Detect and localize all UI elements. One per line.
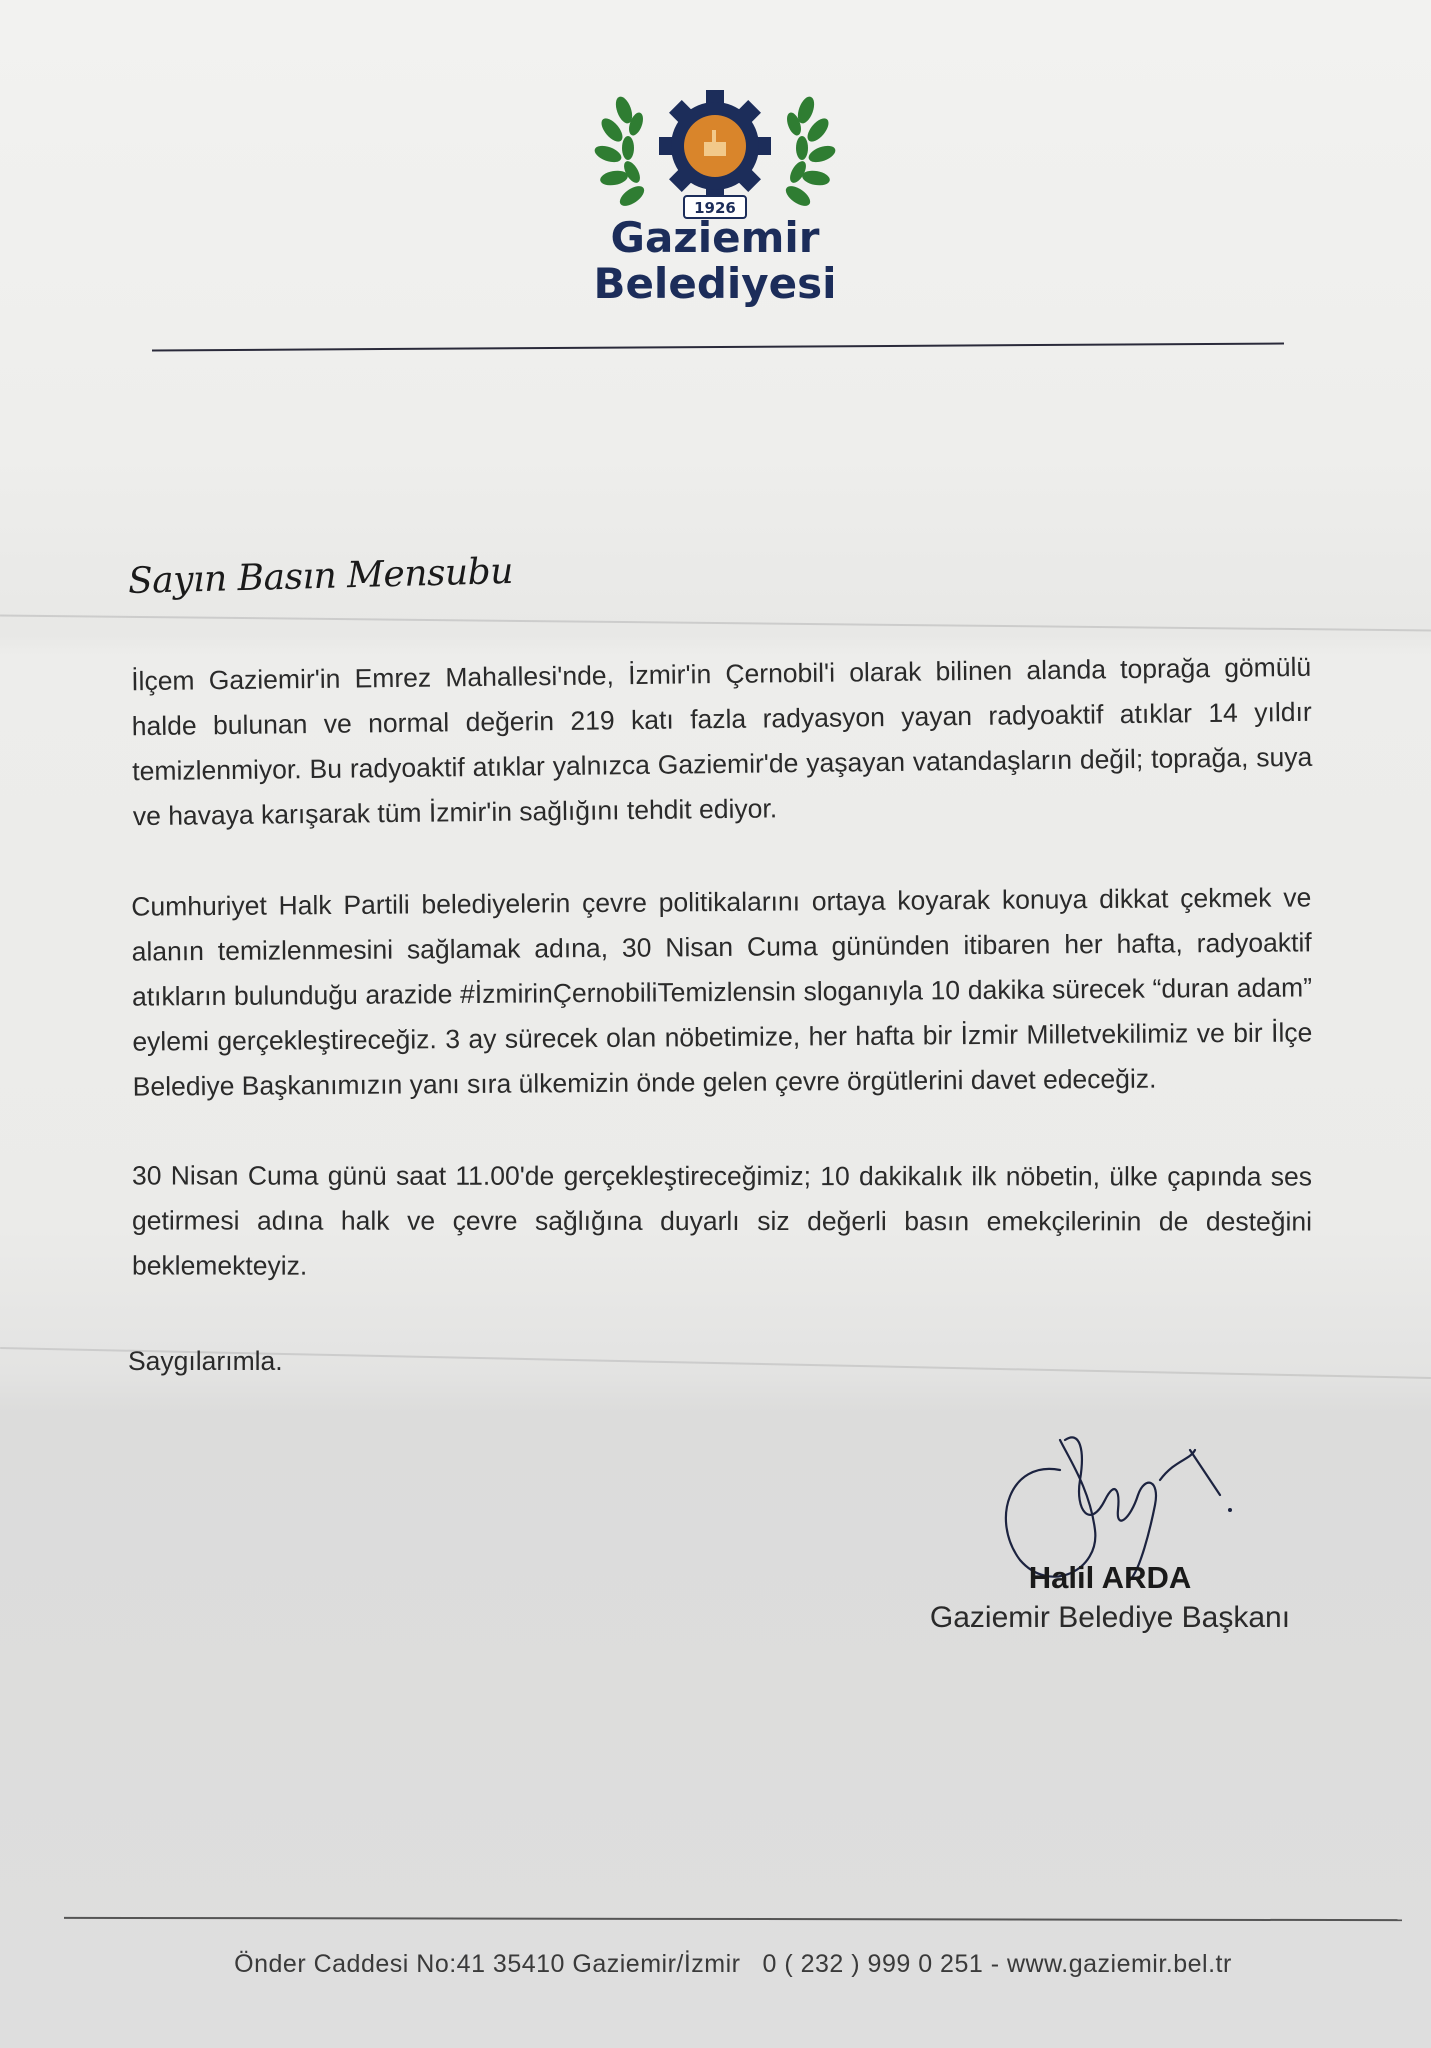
footer-address: Önder Caddesi No:41 35410 Gaziemir/İzmir — [234, 1950, 741, 1978]
signer-title: Gaziemir Belediye Başkanı — [929, 1601, 1291, 1634]
organization-name — [570, 215, 860, 307]
org-name-line1: Gaziemir — [610, 213, 820, 262]
body-paragraph-3 — [132, 1153, 1312, 1289]
body-paragraph-1 — [131, 645, 1313, 839]
header-divider — [152, 343, 1284, 352]
logo-year: 1926 — [694, 199, 736, 217]
salutation: Sayın Basın Mensubu — [127, 550, 514, 603]
signer-name: Halil ARDA — [1028, 1560, 1192, 1595]
footer-contact: 0 ( 232 ) 999 0 251 - www.gaziemir.bel.tr — [762, 1950, 1232, 1978]
org-name-line2: Belediyesi — [593, 259, 837, 308]
paragraph-text: Cumhuriyet Halk Partili belediyelerin çevre politikalarını ortaya koyarak konuya dikkat çekmek ve alanın temizlenmesini sağlamak adına, 30 Nisan Cuma gününden itibaren her hafta, radyoaktif atıkların bulunduğu arazide #İzmirinÇernobiliTemizlensin sloganıyla 10 dakika sürecek “duran adam” eylemi gerçekleştireceğiz. 3 ay sürecek olan nöbetimize, her hafta bir İzmir Milletvekilimiz ve bir İlçe Belediye Başkanımızın yanı sıra ülkemizin önde gelen çevre örgütlerini davet edeceğiz. — [131, 882, 1313, 1102]
paragraph-text: İlçem Gaziemir'in Emrez Mahallesi'nde, İzmir'in Çernobil'i olarak bilinen alanda toprağa gömülü halde bulunan ve normal değerin 219 katı fazla radyasyon yayan radyoaktif atıklar 14 yıldır temizlenmiyor. Bu radyoaktif atıklar yalnızca Gaziemir'de yaşayan vatandaşların değil; toprağa, suya ve havaya karışarak tüm İzmir'in sağlığını tehdit ediyor. — [131, 651, 1313, 832]
signer-block — [900, 1558, 1320, 1638]
paper-fold — [0, 615, 1431, 632]
closing-line: Saygılarımla. — [128, 1346, 283, 1376]
footer-divider — [64, 1917, 1402, 1921]
paragraph-text: 30 Nisan Cuma günü saat 11.00'de gerçekleştireceğimiz; 10 dakikalık ilk nöbetin, ülke çapında ses getirmesi adına halk ve çevre sağlığına duyarlı siz değerli basın emekçilerinin de desteğini beklemekteyiz. — [131, 1160, 1313, 1281]
footer — [64, 1950, 1402, 1979]
body-paragraph-2 — [131, 875, 1313, 1109]
